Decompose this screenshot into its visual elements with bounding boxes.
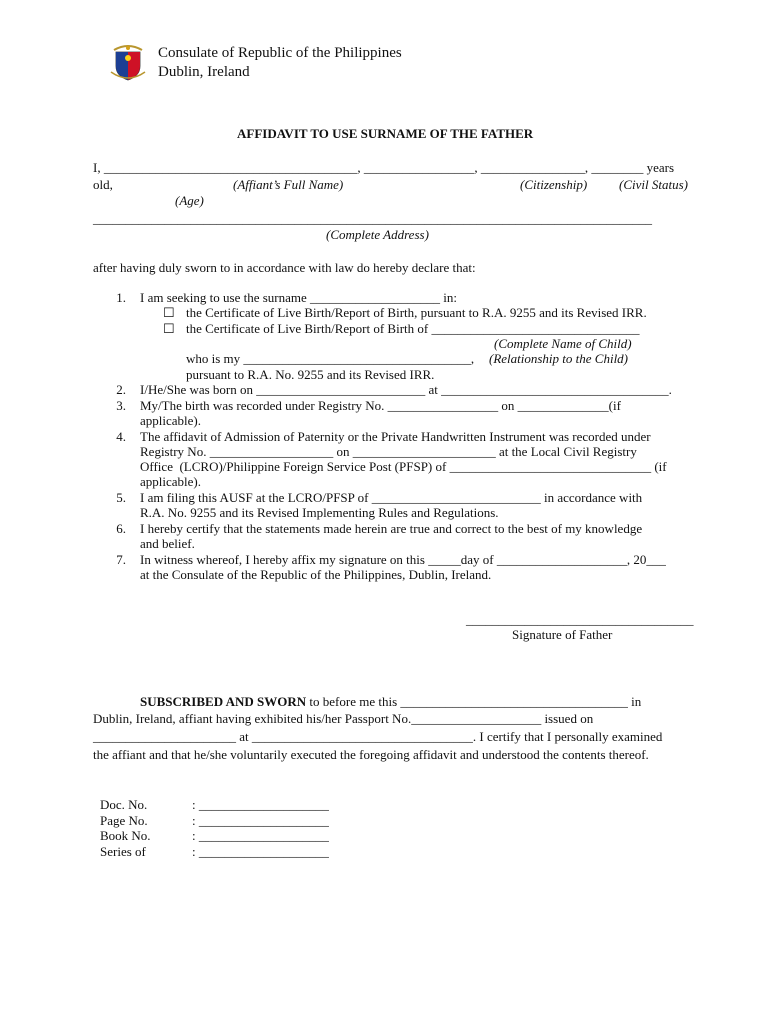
age-label: (Age)	[175, 193, 204, 208]
philippine-seal-icon	[110, 42, 146, 82]
jurat-text: the affiant and that he/she voluntarily executed the foregoing affidavit and understood the contents thereof.	[93, 747, 649, 762]
item-6-text: I hereby certify that the statements made herein are true and correct to the best of my knowledge	[140, 521, 643, 536]
item-4-text-cont: Registry No. ___________________ on ______________________ at the Local Civil Registry	[140, 444, 637, 459]
doc-no-label: Doc. No.	[100, 797, 148, 812]
item-1-text: I am seeking to use the surname ____________________ in:	[140, 290, 458, 305]
item-4-text-cont: applicable).	[140, 474, 201, 489]
pursuant-line: pursuant to R.A. No. 9255 and its Revised IRR.	[186, 367, 435, 382]
item-3-text-cont: applicable).	[140, 413, 201, 428]
address-label: (Complete Address)	[326, 227, 429, 242]
checkbox-icon[interactable]: ☐	[163, 305, 175, 320]
item-7-text-cont: at the Consulate of the Republic of the Philippines, Dublin, Ireland.	[140, 567, 492, 582]
jurat-text: to before me this ___________________________________ in	[306, 694, 642, 709]
civil-status-label: (Civil Status)	[619, 177, 688, 192]
item-2-text: I/He/She was born on __________________________ at ___________________________________.	[140, 382, 672, 397]
who-is-my-line: who is my ___________________________________,	[186, 351, 475, 366]
item-number: 6.	[116, 521, 126, 536]
item-4-text: The affidavit of Admission of Paternity or the Private Handwritten Instrument was recorded under	[140, 429, 651, 444]
document-title: AFFIDAVIT TO USE SURNAME OF THE FATHER	[237, 126, 534, 141]
intro-text: after having duly sworn to in accordance with law do hereby declare that:	[93, 260, 476, 275]
page-no-field[interactable]: : ____________________	[192, 813, 329, 828]
affiant-line[interactable]: I, _______________________________________, _________________, ________________, ________ years	[93, 160, 675, 175]
item-number: 7.	[116, 552, 126, 567]
page-no-label: Page No.	[100, 813, 148, 828]
checkbox-icon[interactable]: ☐	[163, 321, 175, 336]
item-5-text-cont: R.A. No. 9255 and its Revised Implementing Rules and Regulations.	[140, 505, 499, 520]
citizenship-label: (Citizenship)	[520, 177, 588, 192]
item-number: 3.	[116, 398, 126, 413]
item-number: 1.	[116, 290, 126, 305]
item-5-text: I am filing this AUSF at the LCRO/PFSP of __________________________ in accordance with	[140, 490, 643, 505]
affiant-name-label: (Affiant’s Full Name)	[233, 177, 344, 192]
option-birth-report: the Certificate of Live Birth/Report of Birth, pursuant to R.A. 9255 and its Revised IRR.	[186, 305, 647, 320]
doc-no-field[interactable]: : ____________________	[192, 797, 329, 812]
jurat-first-line	[140, 694, 641, 709]
item-number: 4.	[116, 429, 126, 444]
address-line[interactable]: ______________________________________________________________________________________	[93, 211, 652, 226]
item-3-text: My/The birth was recorded under Registry No. _________________ on ______________(if	[140, 398, 621, 413]
jurat-text: Dublin, Ireland, affiant having exhibited his/her Passport No.____________________ issued on	[93, 711, 594, 726]
jurat-text: ______________________ at __________________________________. I certify that I personally examined	[93, 729, 663, 744]
consulate-location: Dublin, Ireland	[158, 64, 250, 80]
item-4-text-cont: Office (LCRO)/Philippine Foreign Service Post (PFSP) of _______________________________ (if	[140, 459, 667, 474]
series-label: Series of	[100, 844, 146, 859]
item-7-text: In witness whereof, I hereby affix my signature on this _____day of ____________________, 20___	[140, 552, 666, 567]
child-name-label: (Complete Name of Child)	[494, 336, 632, 351]
jurat-heading: SUBSCRIBED AND SWORN	[140, 694, 307, 709]
book-no-label: Book No.	[100, 828, 151, 843]
item-number: 5.	[116, 490, 126, 505]
consulate-name: Consulate of Republic of the Philippines	[158, 45, 402, 61]
item-number: 2.	[116, 382, 126, 397]
affiant-old: old,	[93, 177, 113, 192]
book-no-field[interactable]: : ____________________	[192, 828, 329, 843]
signature-label: Signature of Father	[512, 627, 613, 642]
series-field[interactable]: : ____________________	[192, 844, 329, 859]
option-birth-report-of: the Certificate of Live Birth/Report of Birth of ________________________________	[186, 321, 640, 336]
item-6-text-cont: and belief.	[140, 536, 195, 551]
relationship-label: (Relationship to the Child)	[489, 351, 629, 366]
signature-line[interactable]: ___________________________________	[466, 612, 694, 627]
